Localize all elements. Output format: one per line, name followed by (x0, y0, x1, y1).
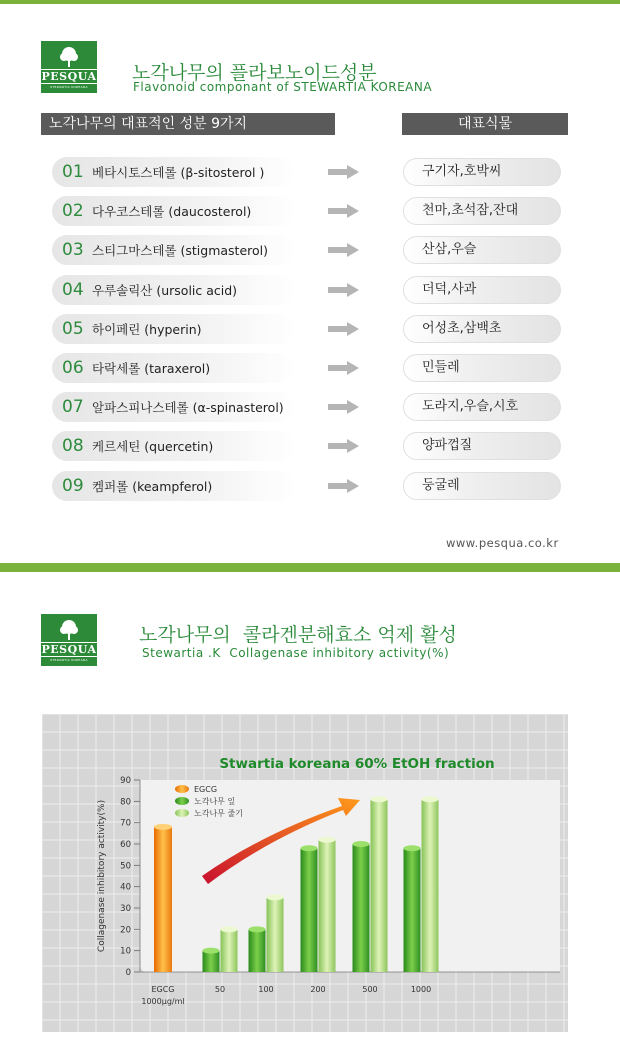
component-name: 우루솔릭산 (ursolic acid) (92, 282, 238, 298)
component-name: 다우코스테롤 (daucosterol) (92, 204, 252, 220)
chart-title: Stwartia koreana 60% EtOH fraction (219, 756, 495, 772)
y-tick-label: 10 (120, 946, 131, 957)
component-name: 타락세롤 (taraxerol) (92, 361, 211, 376)
y-axis-label: Collagenase inhibitory activity(%) (97, 799, 107, 953)
y-tick-label: 80 (120, 797, 131, 808)
plant-pill: 양파껍질 (403, 432, 561, 460)
egcg-bar (154, 827, 172, 972)
arrow-right-icon (328, 283, 360, 297)
tree-icon (58, 46, 80, 68)
component-number: 02 (62, 201, 84, 222)
stem-bar-top (422, 796, 439, 802)
component-name: 베타시토스테롤 (β-sitosterol ) (92, 165, 265, 180)
plant-pill: 천마,초석잠,잔대 (403, 197, 561, 225)
y-tick-label: 50 (120, 861, 131, 872)
component-name: 케르세틴 (quercetin) (92, 439, 214, 455)
collagenase-chart (42, 714, 568, 1032)
component-row (52, 314, 296, 344)
arrow-right-icon (328, 361, 360, 375)
legend-swatch (175, 797, 189, 805)
plant-pill: 도라지,우슬,시호 (403, 393, 561, 421)
arrow-right-icon (328, 400, 360, 414)
top-accent-bar (0, 0, 620, 4)
component-number: 07 (62, 397, 84, 418)
pesqua-logo-2 (41, 614, 97, 666)
section2-subtitle: Stewartia .K Collagenase inhibitory activity(%) (142, 646, 450, 660)
component-number: 09 (62, 475, 84, 496)
arrow-right-icon (328, 322, 360, 336)
component-row (52, 471, 296, 501)
component-row (52, 157, 296, 187)
x-tick-label: EGCG (151, 985, 175, 994)
leaf-bar-top (203, 948, 220, 954)
component-number: 06 (62, 358, 84, 378)
x-tick-label: 200 (310, 985, 326, 994)
y-tick-label: 30 (120, 904, 131, 914)
leaf-bar (353, 844, 370, 972)
arrow-right-icon (328, 165, 360, 179)
component-row (52, 392, 296, 422)
components-header: 노각나무의 대표적인 성분 9가지 (41, 113, 335, 135)
y-tick-label: 60 (120, 840, 131, 850)
leaf-bar (249, 929, 266, 972)
stem-bar-top (221, 926, 238, 932)
plants-header: 대표식물 (402, 113, 568, 135)
stem-bar-top (319, 837, 336, 843)
stem-bar (267, 897, 284, 972)
leaf-bar-top (249, 926, 266, 932)
logo-brand: PESQUA (39, 642, 100, 657)
stem-bar-top (371, 796, 388, 802)
egcg-bar-top (154, 824, 172, 830)
stem-bar (371, 799, 388, 972)
x-tick-sublabel: 1000μg/ml (141, 997, 185, 1006)
y-tick-label: 90 (120, 776, 131, 786)
plant-pill: 더덕,사과 (403, 276, 561, 304)
logo-sub: STEWARTIA KOREANA (50, 85, 88, 89)
component-number: 08 (62, 436, 84, 457)
leaf-bar-top (301, 845, 318, 851)
legend-label: 노각나무 잎 (194, 797, 236, 806)
component-name: 켐퍼롤 (keampferol) (92, 478, 213, 494)
legend-label: EGCG (194, 785, 218, 794)
leaf-bar (203, 951, 220, 972)
component-name: 하이페린 (hyperin) (92, 321, 202, 337)
section1-subtitle: Flavonoid componant of STEWARTIA KOREANA (133, 80, 433, 94)
y-tick-label: 0 (125, 968, 131, 978)
component-name: 스티그마스테롤 (stigmasterol) (92, 243, 268, 259)
leaf-bar (404, 848, 421, 972)
website-url[interactable]: www.pesqua.co.kr (446, 536, 559, 550)
y-tick-label: 40 (120, 882, 131, 893)
section1-title: 노각나무의 플라보노이드성분 (132, 62, 377, 84)
stem-bar (221, 929, 238, 972)
stem-bar-top (267, 894, 284, 900)
leaf-bar (301, 848, 318, 972)
component-number: 03 (62, 240, 84, 261)
y-tick-label: 20 (120, 925, 131, 936)
x-tick-label: 100 (258, 985, 274, 994)
tree-icon (58, 619, 80, 641)
component-name: 알파스피나스테롤 (α-spinasterol) (92, 400, 284, 416)
x-tick-label: 1000 (410, 985, 432, 994)
x-tick-label: 500 (362, 985, 378, 994)
component-row (52, 353, 296, 383)
logo-brand: PESQUA (39, 69, 100, 84)
component-row (52, 431, 296, 461)
arrow-right-icon (328, 204, 360, 218)
legend-swatch (175, 809, 189, 817)
legend-swatch (175, 785, 189, 793)
y-tick-label: 70 (120, 818, 131, 829)
arrow-right-icon (328, 439, 360, 453)
stem-bar (319, 840, 336, 972)
section-divider (0, 563, 620, 572)
component-row (52, 196, 296, 226)
section2-title: 노각나무의 콜라겐분해효소 억제 활성 (139, 624, 457, 646)
pesqua-logo (41, 41, 97, 93)
x-tick-label: 50 (214, 985, 226, 994)
leaf-bar-top (353, 841, 370, 847)
arrow-right-icon (328, 243, 360, 257)
component-number: 04 (62, 279, 84, 300)
component-row (52, 275, 296, 305)
component-row (52, 235, 296, 265)
component-number: 05 (62, 318, 84, 339)
plant-pill: 민들레 (403, 354, 561, 382)
stem-bar (422, 799, 439, 972)
arrow-right-icon (328, 479, 360, 493)
plant-pill: 둥굴레 (403, 472, 561, 500)
component-number: 01 (62, 162, 84, 182)
plant-pill: 구기자,호박씨 (403, 158, 561, 186)
leaf-bar-top (404, 845, 421, 851)
plant-pill: 어성초,삼백초 (403, 315, 561, 343)
plant-pill: 산삼,우슬 (403, 236, 561, 264)
legend-label: 노각나무 줄기 (194, 809, 243, 818)
logo-sub: STEWARTIA KOREANA (50, 658, 88, 662)
